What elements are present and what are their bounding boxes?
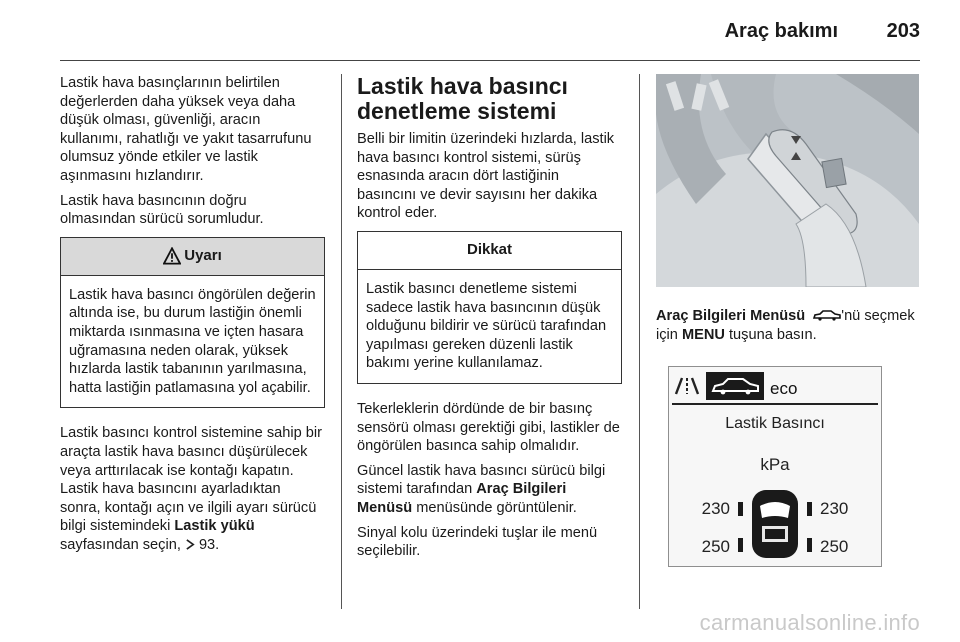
note-text: Lastik basıncı denetleme sistemi sadece lastik hava basıncının düşük olduğunu bildirir ve sürücü tarafından yapılması gereken düzenli lastik bakımı yerine kullanılamaz. xyxy=(366,280,607,372)
display-title: Lastik Basıncı xyxy=(725,415,825,433)
paragraph: Tekerleklerin dördünde de bir basınç sensörü olması gerektiği gibi, lastikler de öngörülen basınca sahip olmalıdır. xyxy=(357,400,620,455)
caption xyxy=(656,307,921,344)
text-span: 'nü seçmek için xyxy=(656,308,915,343)
text-span: Güncel lastik hava basıncı sürücü bilgi sistemi tarafından xyxy=(357,462,606,498)
tab-eco[interactable]: eco xyxy=(770,379,798,399)
column-2 xyxy=(357,74,622,567)
display-screen xyxy=(668,366,882,567)
bold-term: Araç Bilgileri Menüsü xyxy=(656,308,806,324)
warning-triangle-icon xyxy=(163,247,181,265)
tab-vehicle-icon[interactable] xyxy=(706,372,764,400)
page-reference[interactable]: 93. xyxy=(198,536,220,553)
column-1 xyxy=(60,74,325,560)
note-header: Dikkat xyxy=(358,232,621,270)
text-span: tuşuna basın. xyxy=(724,326,817,343)
car-icon xyxy=(813,309,841,321)
paragraph: Lastik hava basıncının doğru olmasından sürücü sorumludur. xyxy=(60,192,264,228)
menu-key-label: MENU xyxy=(681,326,725,343)
paragraph: Sinyal kolu üzerindeki tuşlar ile menü seçilebilir. xyxy=(357,524,598,560)
paragraph: Lastik hava basınçlarının belirtilen değerlerden daha yüksek veya daha düşük olması, güvenliği, aracın kullanımı, rahatlığı ve yakıt tasarrufunu olumsuz yönde etkiler ve lastik aşınmasını hızlandırır. xyxy=(60,75,312,184)
note-box xyxy=(357,231,622,384)
pressure-rear-right: 250 xyxy=(820,537,849,557)
page-header-title: Araç bakımı xyxy=(724,20,838,42)
pressure-front-left: 230 xyxy=(701,499,730,519)
paragraph xyxy=(60,424,325,554)
pressure-rear-left: 250 xyxy=(701,537,730,557)
header-rule xyxy=(60,60,920,61)
text-span: menüsünde görüntülenir. xyxy=(412,499,577,516)
turn-signal-stalk-photo xyxy=(656,74,919,287)
page-number: 203 xyxy=(886,20,920,42)
bold-term: Lastik yükü xyxy=(174,518,255,535)
tire-pressure-display xyxy=(668,366,882,567)
bold-term: Araç Bilgileri Menüsü xyxy=(357,481,567,516)
text-span: Lastik basıncı kontrol sistemine sahip bir araçta lastik hava basıncı düşürülecek veya arttırılacak ise kontağı kapatın. Lastik hava basıncını ayarladıktan sonra, kontağı açın ve ilgili ayarı sürücü bilgi sistemindeki xyxy=(60,425,322,535)
warning-text: Lastik hava basıncı öngörülen değerin altında ise, bu durum lastiğin önemli miktarda ısınmasına ve içten hasara uğramasına neden olarak, yüksek hızlarda lastik tabanının yarılmasına, hatta lastiğin patlamasına yol açabilir. xyxy=(69,286,316,396)
watermark: carmanualsonline.info xyxy=(699,610,920,635)
page-ref-arrow-icon xyxy=(185,539,196,550)
pressure-front-right: 230 xyxy=(820,499,849,519)
warning-header xyxy=(61,238,324,276)
warning-title: Uyarı xyxy=(184,246,222,264)
paragraph xyxy=(357,462,622,518)
column-divider xyxy=(639,74,640,609)
pressure-unit: kPa xyxy=(760,455,790,475)
column-divider xyxy=(341,74,342,609)
paragraph: Belli bir limitin üzerindeki hızlarda, lastik hava basıncı kontrol sistemi, sürüş esnasında aracın dört lastiğinin basıncını ve devir sayısını her dakika kontrol eder. xyxy=(357,131,615,222)
text-span: sayfasından seçin, xyxy=(60,536,185,553)
warning-box xyxy=(60,237,325,409)
section-title: Lastik hava basıncı denetleme sistemi xyxy=(357,73,568,124)
column-3 xyxy=(656,74,921,567)
